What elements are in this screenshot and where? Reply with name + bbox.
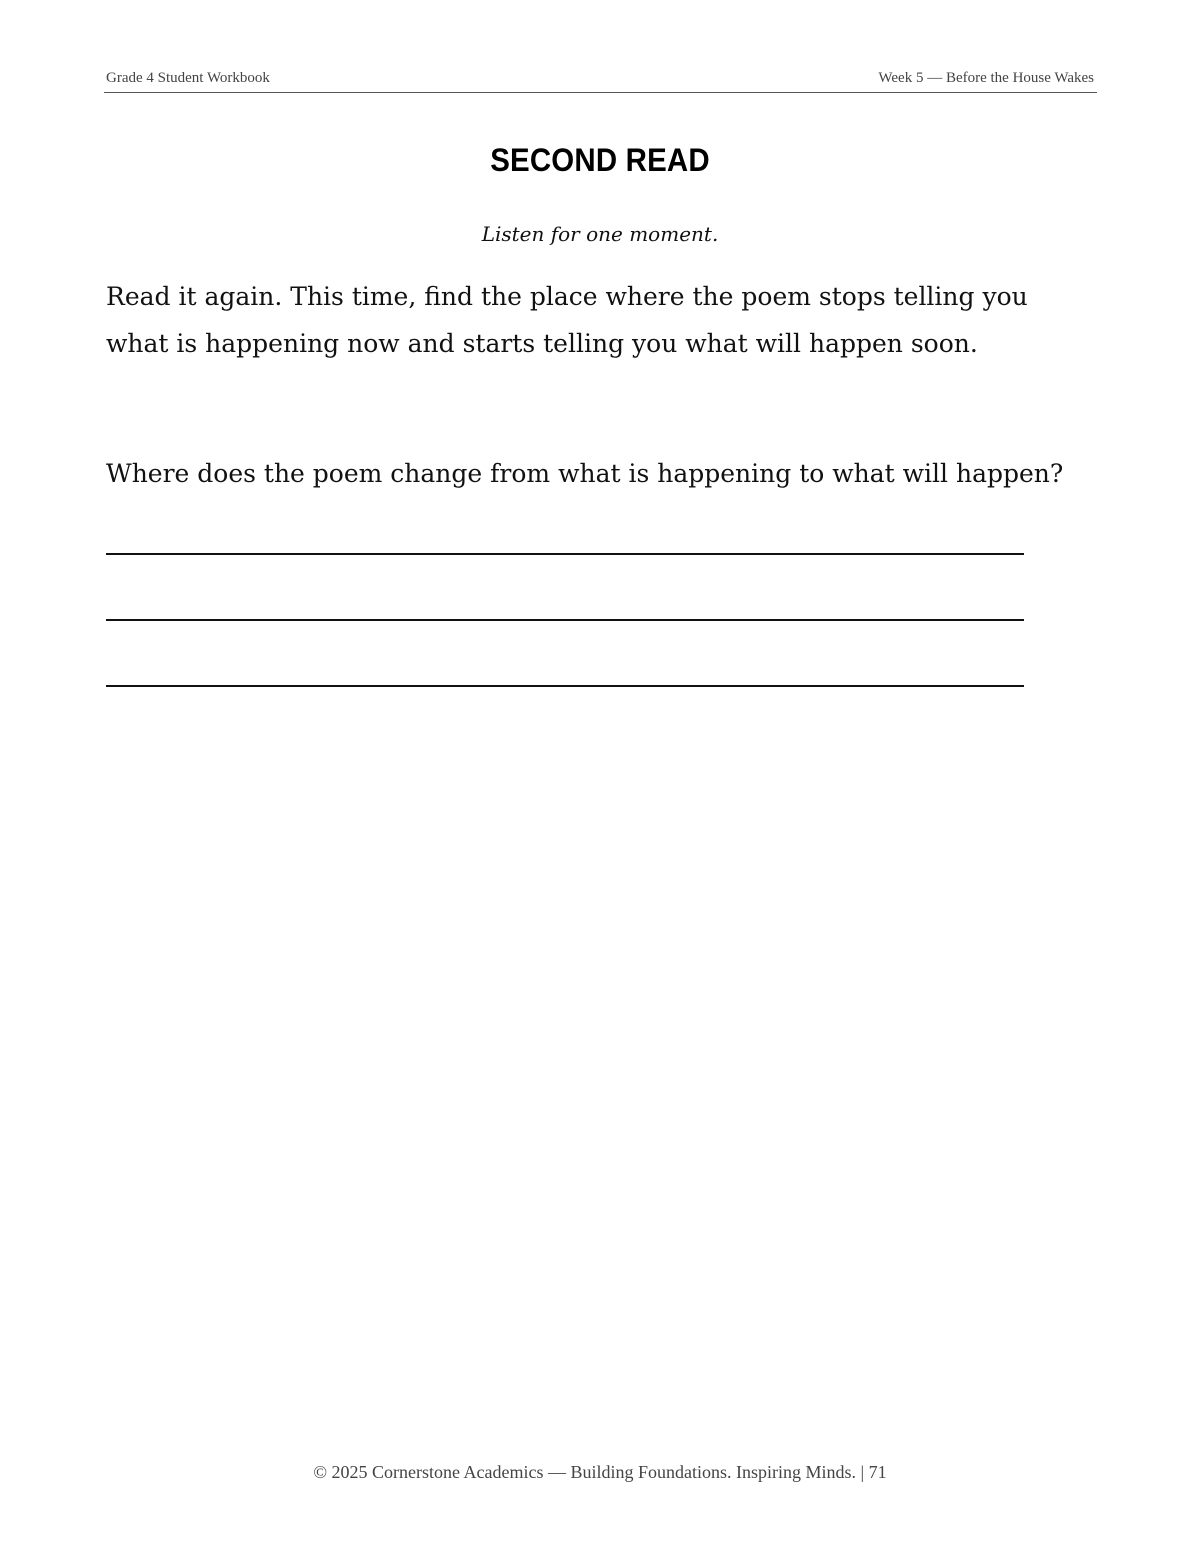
week-title: Week 5 — Before the House Wakes [878, 70, 1094, 86]
page-title: SECOND READ [490, 142, 710, 178]
answer-line-1[interactable] [106, 553, 1024, 555]
page-footer: © 2025 Cornerstone Academics — Building Foundations. Inspiring Minds. | 71 [313, 1462, 887, 1482]
answer-line-3[interactable] [106, 685, 1024, 687]
answer-line-2[interactable] [106, 619, 1024, 621]
workbook-title: Grade 4 Student Workbook [106, 70, 270, 86]
running-header [104, 66, 1097, 93]
question-prompt: Where does the poem change from what is happening to what will happen? [106, 459, 1064, 488]
subtitle: Listen for one moment. [481, 222, 719, 246]
instructions-paragraph: Read it again. This time, find the place where the poem stops telling you what is happening now and starts telling you what will happen soon. [106, 282, 1028, 358]
